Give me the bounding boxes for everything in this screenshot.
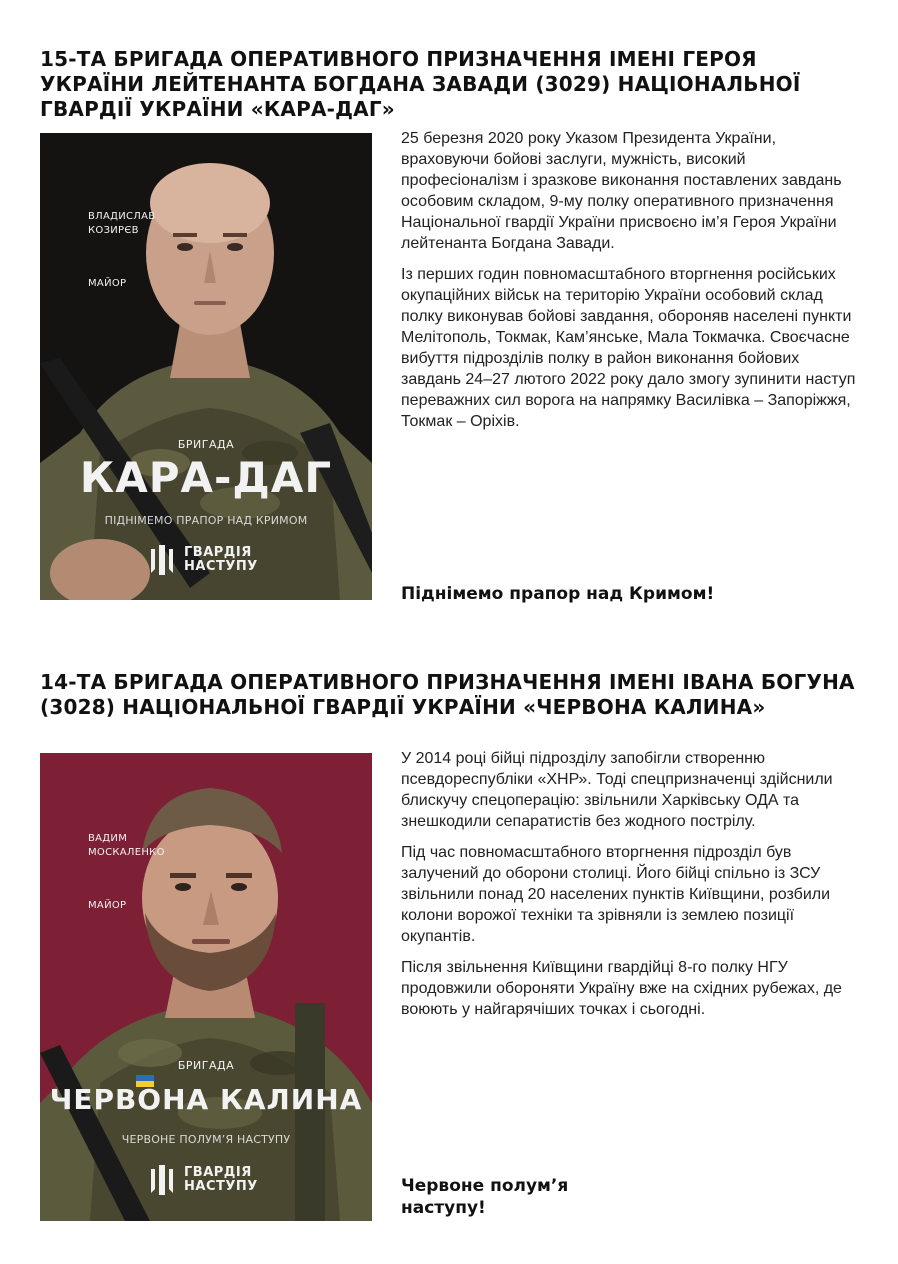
section1-slogan: Піднімемо прапор над Кримом! [401,584,715,604]
logo-line-2: НАСТУПУ [184,559,258,574]
poster-soldier-rank: МАЙОР [88,900,127,911]
poster-soldier-name: ВАДИМ МОСКАЛЕНКО [88,833,165,858]
poster-soldier-name: ВЛАДИСЛАВ КОЗИРЄВ [88,211,156,236]
section2-slogan: Червоне полум’я наступу! [401,1176,569,1218]
paragraph: У 2014 році бійці підрозділу запобігли створенню псевдореспубліки «ХНР». Тоді спецпризначенці здійснили блискучу спецоперацію: звільнили Харківську ОДА та знешкодили сепаратистів без жодного пострілу. [401,750,833,830]
poster-brigade-label: БРИГАДА [177,438,235,451]
paragraph: Із перших годин повномасштабного вторгнення російських окупаційних військ на територію України особовий склад полку виконував бойові завдання, обороняв населені пункти Мелітополь, Токмак, Кам’янське, Мала Токмачка. Своєчасне вибуття підрозділів полку в район виконання бойових завдань 24–27 лютого 2022 року дало змогу зупинити наступ переважних сил ворога на напрямку Василівка – Запоріжжя, Токмак – Оріхів. [401,266,856,430]
paragraph: Після звільнення Київщини гвардійці 8-го полку НГУ продовжили обороняти Україну вже на східних рубежах, де воюють у найгарячіших точках і сьогодні. [401,959,842,1018]
logo-line-1: ГВАРДІЯ [184,1165,252,1180]
brigade-poster-kara-dag [40,133,372,600]
soldier-portrait [40,753,372,1221]
soldier-portrait [40,133,372,600]
section2-description [401,748,861,1030]
gvardiya-nastupu-logo [148,1165,258,1195]
poster-motto: ЧЕРВОНЕ ПОЛУМ’Я НАСТУПУ [121,1133,291,1146]
paragraph: Під час повномасштабного вторгнення підрозділ був залучений до оборони столиці. Його бійці спільно із ЗСУ звільнили понад 20 населених пунктів Київщини, розбили колони ворожої техніки та зрівняли із землею позиції окупантів. [401,844,831,945]
section1-heading: 15-ТА БРИГАДА ОПЕРАТИВНОГО ПРИЗНАЧЕННЯ ІМЕНІ ГЕРОЯ УКРАЇНИ ЛЕЙТЕНАНТА БОГДАНА ЗАВАДИ (3029) НАЦІОНАЛЬНОЇ ГВАРДІЇ УКРАЇНИ «КАРА-ДАГ» [40,47,801,121]
poster-brigade-name: ЧЕРВОНА КАЛИНА [49,1083,363,1116]
section1-description [401,128,861,442]
gvardiya-nastupu-logo [148,545,258,575]
paragraph: 25 березня 2020 року Указом Президента України, враховуючи бойові заслуги, мужність, високий професіоналізм і зразкове виконання поставлених завдань особовим складом, 9-му полку оперативного призначення Національної гвардії України присвоєно ім’я Героя України лейтенанта Богдана Завади. [401,130,842,252]
trident-logo-icon [148,1165,176,1195]
poster-brigade-name: КАРА-ДАГ [79,453,333,502]
poster-soldier-rank: МАЙОР [88,278,127,289]
poster-motto: ПІДНІМЕМО ПРАПОР НАД КРИМОМ [104,514,308,527]
trident-logo-icon [148,545,176,575]
poster-brigade-label: БРИГАДА [177,1059,235,1072]
logo-line-1: ГВАРДІЯ [184,545,252,560]
logo-line-2: НАСТУПУ [184,1179,258,1194]
brigade-poster-chervona-kalyna [40,753,372,1221]
section2-heading: 14-ТА БРИГАДА ОПЕРАТИВНОГО ПРИЗНАЧЕННЯ ІМЕНІ ІВАНА БОГУНА (3028) НАЦІОНАЛЬНОЇ ГВАРДІЇ УКРАЇНИ «ЧЕРВОНА КАЛИНА» [40,670,855,719]
